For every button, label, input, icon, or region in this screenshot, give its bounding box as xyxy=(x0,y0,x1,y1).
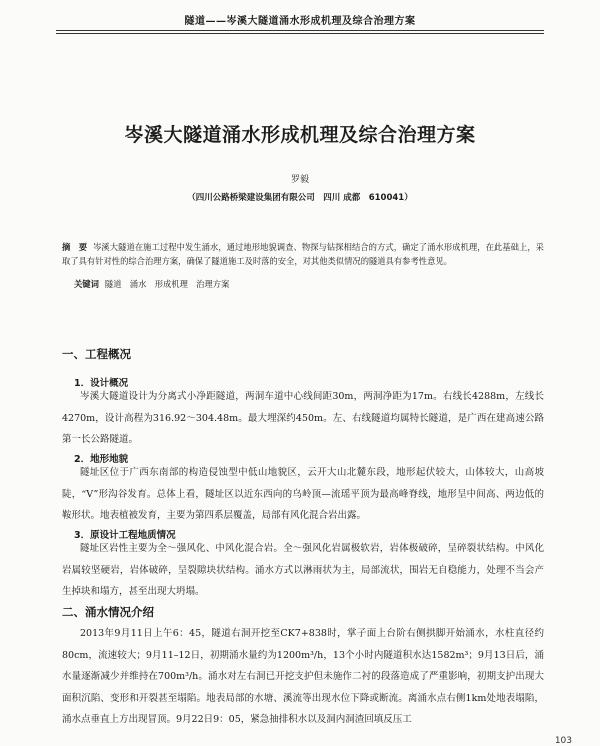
running-header: 隧道——岑溪大隧道涌水形成机理及综合治理方案 xyxy=(184,16,416,27)
paragraph-design-overview: 岑溪大隧道设计为分离式小净距隧道，两洞车道中心线间距30m，两洞净距为17m。右线长4288m，左线长4270m，设计高程为316.92～304.48m。最大埋深约450m。左、右线隧道均属特长隧道，是广西在建高速公路第一长公路隧道。 xyxy=(62,391,544,445)
affiliation: （四川公路桥梁建设集团有限公司 四川 成都 610041） xyxy=(187,193,413,203)
paragraph-water-inrush: 2013年9月11日上午6：45，隧道右洞开挖至CK7+838时，掌子面上台阶右侧拱脚开始涌水，水柱直径约80cm，流速较大；9月11–12日，初期涌水量约为1200m³/h，13个小时内隧道积水达1582m³；9月13日后，涌水量逐渐减少并维持在700m³/h。涌水对左右洞已开挖支护但未施作二衬的段落造成了严重影响，初期支护出现大面积沉陷、变形和开裂甚至塌陷。地表局部的水塘、溪流等出现水位下降或断流。离涌水点右侧1km处地表塌陷，涌水点垂直上方出现冒顶。9月22日9：05，紧急抽排积水以及洞内洞渣回填反压工 xyxy=(62,628,544,725)
subsection-heading-1-2: 2．地形地貌 xyxy=(74,454,129,465)
article-title: 岑溪大隧道涌水形成机理及综合治理方案 xyxy=(124,124,476,146)
subsection-heading-1-1: 1．设计概况 xyxy=(74,378,129,389)
author: 罗毅 xyxy=(290,175,309,185)
keywords-label: 关键词 xyxy=(74,279,99,289)
page-number: 103 xyxy=(554,736,572,746)
keywords xyxy=(74,278,544,291)
paragraph-terrain: 隧址区位于广西东南部的构造侵蚀型中低山地貌区，云开大山北麓东段，地形起伏较大，山体较大，山高坡陡，“V”形沟谷发育。总体上看，隧址区以近东西向的乌岭顶—流瑶平顶为最高峰脊线，地形呈中间高、两边低的鞍形状。地表植被发育，主要为第四系层覆盖，局部有风化混合岩出露。 xyxy=(62,467,544,521)
abstract xyxy=(62,241,544,268)
header-rule-bottom xyxy=(56,33,544,34)
abstract-label: 摘 要 xyxy=(62,242,88,252)
section-heading-1: 一、工程概况 xyxy=(62,347,131,361)
subsection-heading-1-3: 3．原设计工程地质情况 xyxy=(74,530,176,541)
keywords-text: 隧道 涌水 形成机理 治理方案 xyxy=(104,279,230,289)
abstract-text: 岑溪大隧道在施工过程中发生涌水，通过地形地貌调查、物探与钻探相结合的方式，确定了涌水形成机理，在此基础上，采取了具有针对性的综合治理方案，确保了隧道施工及时落的安全，对其他类似情况的隧道具有参考性意见。 xyxy=(62,242,544,266)
section-heading-2: 二、涌水情况介绍 xyxy=(62,605,154,619)
paragraph-geology: 隧址区岩性主要为全～强风化、中风化混合岩。全～强风化岩属极软岩，岩体极破碎，呈碎裂状结构。中风化岩属较坚硬岩，岩体破碎，呈裂隙块状结构。涌水方式以淋雨状为主，局部流状，围岩无自稳能力，处理不当会产生掉块和塌方，甚至出现大坍塌。 xyxy=(62,543,544,597)
header-rule-top xyxy=(56,30,544,31)
